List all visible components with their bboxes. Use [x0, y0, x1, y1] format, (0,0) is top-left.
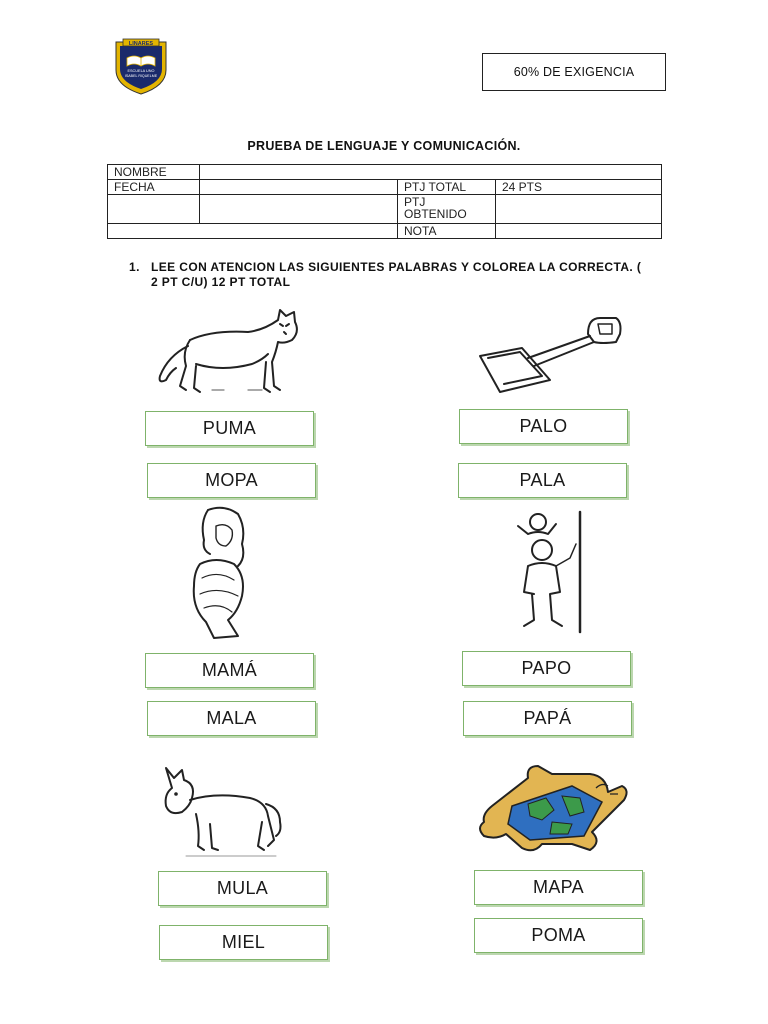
option-palo[interactable]: PALO: [459, 409, 628, 444]
question-text: LEE CON ATENCION LAS SIGUIENTES PALABRAS Y COLOREA LA CORRECTA. ( 2 PT C/U) 12 PT TOTAL: [151, 260, 642, 289]
svg-text:ISABEL RIQUELME: ISABEL RIQUELME: [124, 74, 158, 78]
requirement-box: 60% DE EXIGENCIA: [482, 53, 666, 91]
option-puma[interactable]: PUMA: [145, 411, 314, 446]
option-mama[interactable]: MAMÁ: [145, 653, 314, 688]
school-logo: [108, 36, 174, 96]
ptj-obtenido-label: [398, 195, 496, 224]
table-row: [108, 180, 662, 195]
fecha-field[interactable]: [200, 180, 398, 195]
table-row: [108, 195, 662, 224]
ptj-total-value: 24 PTS: [496, 180, 662, 195]
fecha-label: FECHA: [108, 180, 200, 195]
blank-cell: [108, 195, 200, 224]
ptj-obtenido-line1: PTJ: [404, 195, 426, 209]
nombre-field[interactable]: [200, 165, 662, 180]
mule-image: [156, 762, 284, 860]
ptj-total-label: PTJ TOTAL: [398, 180, 496, 195]
nota-field[interactable]: [496, 224, 662, 239]
student-info-table: [107, 164, 662, 239]
ptj-obtenido-line2: OBTENIDO: [404, 207, 467, 221]
table-row: [108, 224, 662, 239]
option-mula[interactable]: MULA: [158, 871, 327, 906]
option-papa[interactable]: PAPÁ: [463, 701, 632, 736]
nota-label: NOTA: [398, 224, 496, 239]
mother-image: [180, 504, 264, 642]
question-number: 1.: [129, 260, 140, 274]
ptj-obtenido-field[interactable]: [496, 195, 662, 224]
shovel-image: [470, 312, 630, 396]
blank-cell: [108, 224, 398, 239]
svg-text:LINARES: LINARES: [128, 41, 154, 47]
option-mopa[interactable]: MOPA: [147, 463, 316, 498]
blank-cell: [200, 195, 398, 224]
page-title: PRUEBA DE LENGUAJE Y COMUNICACIÓN.: [247, 139, 521, 153]
option-mala[interactable]: MALA: [147, 701, 316, 736]
father-image: [510, 510, 586, 634]
table-row: [108, 165, 662, 180]
option-mapa[interactable]: MAPA: [474, 870, 643, 905]
option-pala[interactable]: PALA: [458, 463, 627, 498]
nombre-label: NOMBRE: [108, 165, 200, 180]
svg-text:ESCUELA UNO: ESCUELA UNO: [127, 69, 155, 73]
option-poma[interactable]: POMA: [474, 918, 643, 953]
option-miel[interactable]: MIEL: [159, 925, 328, 960]
puma-image: [152, 306, 312, 398]
option-papo[interactable]: PAPO: [462, 651, 631, 686]
map-image: [472, 764, 632, 856]
